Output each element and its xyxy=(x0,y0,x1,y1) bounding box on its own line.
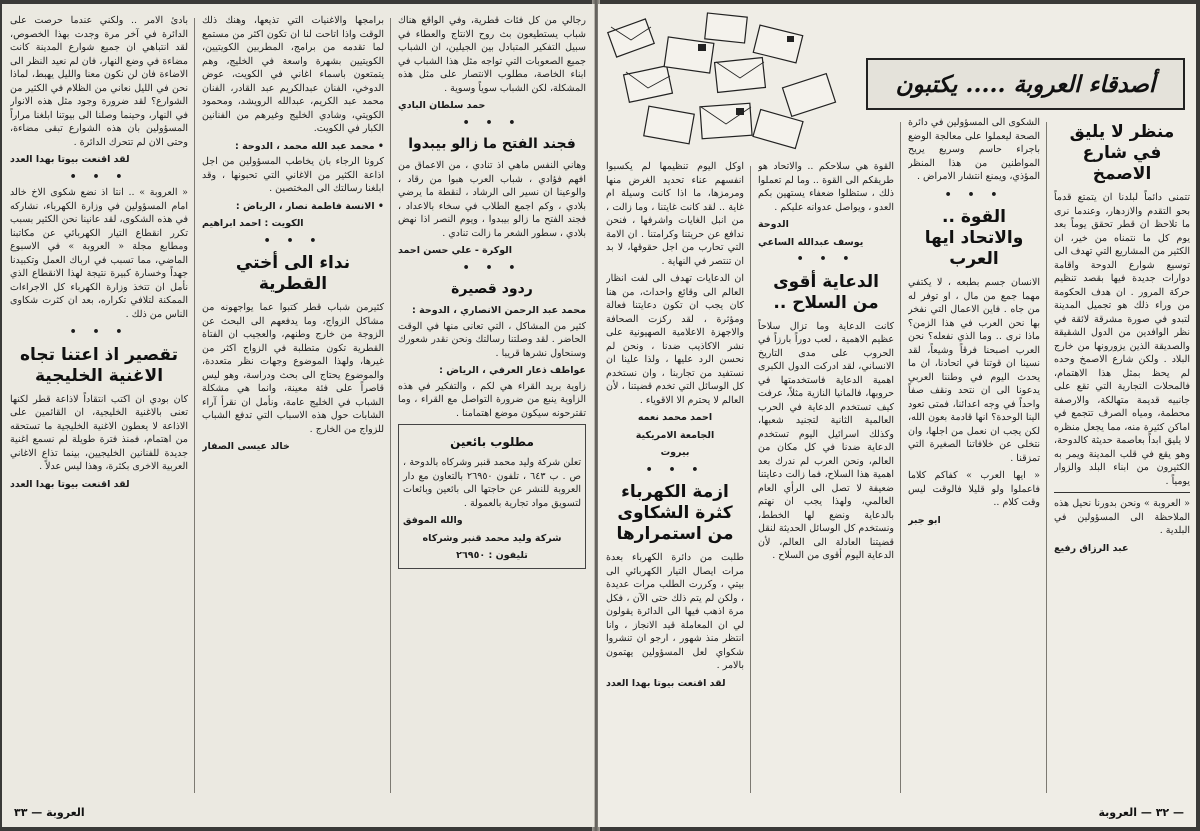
reply-name: عواطف ذعار العرفي ، الرياض : xyxy=(439,365,586,376)
column-rule xyxy=(1046,122,1047,793)
left-col-2 xyxy=(202,14,384,797)
reply-text: زاوية بريد القراء هي لكم ، والتفكير في هذه الزاوية ينبع من ضرورة التواصل مع القراء ، وما تقترحونه سيكون موضع اهتمامنا . xyxy=(398,380,586,419)
poem-title: فجند الفتح ما زالو بيبدوا xyxy=(408,136,576,152)
letters-illustration-icon xyxy=(606,10,856,160)
company-name: شركة وليد محمد قنبر وشركاه xyxy=(422,532,562,544)
signature: يوسف عبدالله الساعي xyxy=(758,236,864,248)
article-text: برامجها والاغنيات التي تذيعها، وهنك ذلك الوقت واذا اتاحت لنا ان تكون اكثر من مستمع لما تقدمه من برامج، المطربين الكويتيين، الكويتيين بشهرة واسعة في الخليج، وهم يتمتعون باسماء اغاني في الكويت، عوض الدوخي، الفنان عبدالكريم عبد القادر، الفنان محمد عبد الكريم، عبدالله الرويشد، ومحمود الكويتي، وشادي الخليج وغيرهم من الفنانين الكبار في الكويت. xyxy=(202,15,384,134)
right-col-a xyxy=(1054,116,1190,797)
right-col-b xyxy=(908,116,1040,797)
column-rule xyxy=(390,18,391,793)
divider: • • • xyxy=(462,115,522,129)
signature: عبد الرزاق رفيع xyxy=(1054,542,1129,554)
divider: • • • xyxy=(944,187,1004,201)
column-rule xyxy=(900,122,901,793)
column-rule xyxy=(750,166,751,793)
reply-name: • محمد عبد الله محمد ، الدوحة : xyxy=(235,140,384,152)
article-text: كانت الدعاية وما تزال سلاحاً عظيم الاهمية ، لعب دوراً بارزاً في الحروب على مدى التاريخ الانساني، لقد ادركت الدول الكبرى اهمية الدعاية فاستخدمتها في حروبها، فالمانيا النازية مثلاً، عرفت كيف تستخدم الدعاية في الحرب العالمية الثانية لتجنيد شعبها، وكذلك اسرائيل اليوم تستخدم الدعاية ضدنا في كل مكان من العالم، ونحن العرب لم ندرك بعد اهمية هذا السلاح، فما زالت دعايتنا ضعيفة لا تصل الى الرأي العام العالمي، ولهذا يجب ان نهتم بالدعاية ونضع لها الخطط، ونستخدم كل الوسائل الحديثة لنقل قضيتنا العادلة الى العالم، لأن الدعاية اليوم أقوى من السلاح . xyxy=(758,320,894,561)
divider: • • • xyxy=(69,169,129,183)
section-banner: أصدقاء العروبة ..... يكتبون xyxy=(866,58,1185,110)
left-col-3 xyxy=(10,14,188,797)
classified-ad xyxy=(398,424,586,569)
section-title: تقصير اذ اعتنا تجاه الاغنية الخليجية xyxy=(20,344,178,386)
editor-note: « العروبة » .. انتا اذ نضع شكوى الاخ خالد امام المسؤولين في وزارة الكهرباء، نشاركه في هذه الشكوى، لقد عانينا نحن الكثير بسبب تكرر انقطاع التيار الكهربائي عن مكاتبنا ومطابع مجلة « العروبة » في الاسبوع الماضي، مما تسبب في ارباك العمل وتكبيدنا جهداً وخسارة كبيرة نتيجة لهذا الانقطاع الذي نأمل ان تتخذ وزارة الكهرباء كل الاجراءات الممكنة لتلافي تكراره، بعد ان كثرت شكاوى الناس من ذلك . xyxy=(10,187,188,320)
column-rule xyxy=(194,18,195,793)
article-title: ازمة الكهرباء كثرة الشكاوى من استمرارها xyxy=(616,482,734,544)
article-title: منظر لا يليق في شارع الاصمخ xyxy=(1069,122,1175,184)
affiliation: الجامعة الامريكية xyxy=(635,429,715,441)
right-page xyxy=(598,4,1196,827)
section-text: كثيرمن شباب قطر كتبوا عما يواجهونه من مشاكل الزواج، وما يدفعهم الى البحث عن الزوجة من خارج وطنهم، والعجيب ان الفتاة القطرية تكون متطلبة في الزواج اكثر من غيرها، ولهذا الموضوع وجهات نظر متعددة، والموضوع يحتاج الى بحث ودراسة، وهو ليس قاصراً على فئة معينة، وانما هي مشكلة الشباب في الخليج عامة، ونأمل ان نقرأ آراء الشابات حول هذه الاسباب التي تدفع الشباب للزواج من الخارج . xyxy=(202,302,384,435)
signature: الكويت : احمد ابراهيم xyxy=(202,218,304,229)
editor-note: « ايها العرب » كفاكم كلاما فاعملوا ولو قليلا فالوقت ليس وقت كلام .. xyxy=(908,470,1040,508)
reply-name: محمد عبد الرحمن الانصاري ، الدوحة : xyxy=(411,305,586,316)
article-text: اوكل اليوم تنظيمها لم يكسبوا انفسهم عناء تحديد الغرض منها ومرمزها، ما اذا كانت وسيلة ام غاية .. لقد كانت غايتنا ، وما زالت ، من انبل الغايات واشرفها ، فنحن ندافع عن حريتنا وكرامتنا . ان الامة التي تحارب من اجل حقوقها، لا بد ان تنتصر في النهاية . xyxy=(606,161,744,267)
divider: • • • xyxy=(69,325,129,338)
article-title: الدعاية أقوى من السلاح .. xyxy=(773,271,879,313)
signature: لقد اقنعت بيوتا بهدا العدد xyxy=(10,478,130,490)
replies-title: ردود قصيرة xyxy=(451,281,533,297)
ad-signoff: والله الموفق xyxy=(403,515,463,526)
reply-text: كثير من المشاكل ، التي تعانى منها في الوقت الحاضر . لقد وصلتنا رسالتك ونحن نقدر شعورك وسنحاول نشرها قريبا . xyxy=(398,320,586,359)
left-col-1 xyxy=(398,14,586,797)
signature: ابو جبر xyxy=(908,514,941,526)
left-page xyxy=(2,4,595,827)
article-text: رجالي من كل فئات قطرية، وفي الواقع هناك شباب يستطيعون بث روح الانتاج والعطاء في سبيل التفكير المتبادل بين الجيلين، ان الشباب جميع الصعوبات التي تواجه مثل هذا الشباب في ابناء الخاصة، مطلوب الانتصار على مثل هذه المشكلة، لكن الشباب سوياً وسوية . xyxy=(398,15,586,94)
signature: لقد اقنعت بيوتا بهدا العدد xyxy=(606,677,726,689)
company-phone: تليفون : ٢٦٩٥٠ xyxy=(456,550,528,561)
right-col-d xyxy=(606,160,744,797)
divider: • • • xyxy=(796,252,856,265)
reply-text: كرونا الرجاء بان يخاطب المسؤولين من اجل اذاعة الكثير من الاغاني التي تحبونها ، وقد ابلغنا رسالتك الى المختصين . xyxy=(202,156,384,194)
signature: لقد اقنعت بيوتا بهدا العدد xyxy=(10,154,130,165)
divider xyxy=(1054,492,1190,493)
article-title: القوة .. والاتحاد ايها العرب xyxy=(924,207,1024,269)
reply-name: • الانسة فاطمة نصار ، الرياض : xyxy=(235,200,384,212)
signature: حمد سلطان البادي xyxy=(398,100,486,111)
signature: احمد محمد نعمه xyxy=(637,412,713,423)
ad-title: مطلوب بائعين xyxy=(450,435,534,449)
article-text: ان الدعايات تهدف الى لفت انظار العالم الى وقائع واحداث، من هنا كان يجب ان تكون دعايتنا فعالة ومؤثرة ، لقد ركزت الصحافة والاجهزة الاعلامية الصهيونية على نشر الاكاذيب ضدنا ، ونحن لم نحسن الرد عليها ، ولذا علينا ان نستفيد من تجاربنا ، وان نستخدم كل الوسائل التي تخدم قضيتنا ، لأن العالم لا يحترم الا الاقوياء . xyxy=(606,273,744,406)
article-text: طلبت من دائرة الكهرباء بعدة مرات ايصال التيار الكهربائي الى بيتي ، وكررت الطلب مرات عديدة ، ولكن لم يتم ذلك حتى الآن ، فكل مرة اذهب فيها الى الدائرة يقولون لي ان المعاملة قيد الانجاز ، وانا انتظر منذ شهور ، ارجو ان تنشروا شكواي لعل المسؤولين يهتمون بالامر . xyxy=(606,552,744,671)
article-text: تتمنى دائماً لبلدنا ان يتمتع قدماً بحو التقدم والازدهار، وعندما نرى ما تلاحظ ان قطر تحقق يوماً بعد يوم كل ما نتمناه من خير، ان الكثير من المشاريع التي تهدف الى توسيع شوارع الدوحة واقامة دوارات جديدة فيها بقصد تنظيم حركة المرور . ان هدف الحكومة من وراء ذلك هو تجميل المدينة لتبدو في صورة مشرقة لائقة في نظر الوافدين من الدول الشقيقة والصديقة الذين يزورونها من خارج البلاد . ولكن شارع الاصمخ وحده لم يحظ بمثل هذا الاهتمام، فالمحلات التجارية التي تقع على جانبيه قديمة متهالكة، والارصفة محطمة، ومياه الصرف تتجمع في اماكن كثيرة منه، مما يجعل منظره لا يليق ابداً بعاصمة حديثة كالدوحة، وهو يقع في قلب المدينة ويمر به الكثيرون من ابناء البلد والزوار يومياً . xyxy=(1054,192,1190,487)
city: الدوحة xyxy=(758,219,789,230)
signature: خالد عيسى الصفار xyxy=(202,441,290,452)
article-text: القوة هي سلاحكم .. والاتحاد هو طريقكم الى القوة .. وما لم تعملوا ذلك ، ستظلوا ضعفاء يستهين بكم العدو ، ويواصل عدوانه عليكم . xyxy=(758,161,894,213)
editor-note: « العروبة » ونحن بدورنا نحيل هذه الملاحظة الى المسؤولين في البلدية . xyxy=(1054,498,1190,536)
poem-text: وهاني النفس ماهي اذ تنادي ، من الاعماق من افهم فؤادي ، شباب العرب هبوا من رقاد ، والوعينا ان نسير الى الرشاد ، لنقطة ما يرضي بلادي ، وكم اجمع الطلاب في سخاء بالاعداد ، فجند الفتح ما زالو بيبدوا ، ويوم النصر اذا نهض بلادي ، سطور الشعر ما زالت تنادي . xyxy=(398,160,586,239)
section-text: كان بودي ان اكتب انتقاداً لاذاعة قطر لكنها تعنى بالاغنية الخليجية، ان القائمين على الاذاعة لا يعطون الاغنية الخليجية ما تستحقه من اهتمام، فمنذ فترة طويلة لم نسمع اغنية جديدة للفنانين الخليجيين، بينما تذاع الاغاني العربية الاخرى بكثرة، وهذا ليس عدلاً . xyxy=(10,393,188,472)
divider: • • • xyxy=(263,233,323,247)
article-text: بادئ الامر .. ولكني عندما حرصت على الدائرة في آخر مرة وجدت بهذا الخصوص، لقد انتباهي ان جميع شوارع المدينة كانت مضاءة في وضع النهار، فان لم نعيد النظر الى الاضاءة فان لن نكون معنا والليل يهبط، لماذا نحن في الليل نعاني من الظلام في الكثير من الشوارع؟ لقد ضرورة وجود مثل هذه الانوار في النهار، وحينما وصلنا الى بيوتنا ابلغنا مراراً المسؤولين بان هذه الشوارع تبقى مضاءة، وحتى الان لم تتحرك الدائرة . xyxy=(10,15,188,148)
divider: • • • xyxy=(462,260,522,274)
city: بيروت xyxy=(660,447,690,458)
section-title: نداء الى أختي القطرية xyxy=(235,253,351,294)
right-col-c xyxy=(758,160,894,797)
divider: • • • xyxy=(645,462,705,476)
article-text: الشكوى الى المسؤولين في دائرة الصحة ليعملوا على معالجة الوضع باجراء حاسم وسريع يريح المواطنين من هذا المنظر المؤذي، ويمنع انتشار الامراض . xyxy=(908,117,1040,182)
article-text: الانسان جسم بطبعه ، لا يكتفي مهما جمع من مال ، او توفر له من جاه . فاين الاعمال التي نفخر بها نحن العرب في هذا الزمن؟ ماذا نرى .. وما الذي نفعله؟ نحن العرب اصبحنا فرقاً وشيعاً، لقد نسينا ان قوتنا في اتحادنا، ان ما يحدث اليوم في وطننا العربي يدعونا الى ان نتحد ونقف صفاً واحداً في وجه اعدائنا، فمتى تعود الينا الوحدة؟ انها قادمة بعون الله، لكن يجب ان نعمل من اجلها، وان نتخلى عن خلافاتنا الصغيرة التي تمزقنا . xyxy=(908,277,1040,464)
ad-text: تعلن شركة وليد محمد قنبر وشركاه بالدوحة ، ص . ب ٦٤٣ ، تلفون ٢٦٩٥٠ بالتعاون مع دار العروبة للنشر عن حاجتها الى بائعين وبائعات لتسويق مواد تجارية بالعمولة . xyxy=(403,457,581,509)
poem-author: الوكرة - علي حسن احمد xyxy=(398,245,512,256)
page-folio: — ٣٢ — العروبة xyxy=(1098,806,1184,819)
page-folio: العروبة — ٣٣ xyxy=(14,806,85,819)
